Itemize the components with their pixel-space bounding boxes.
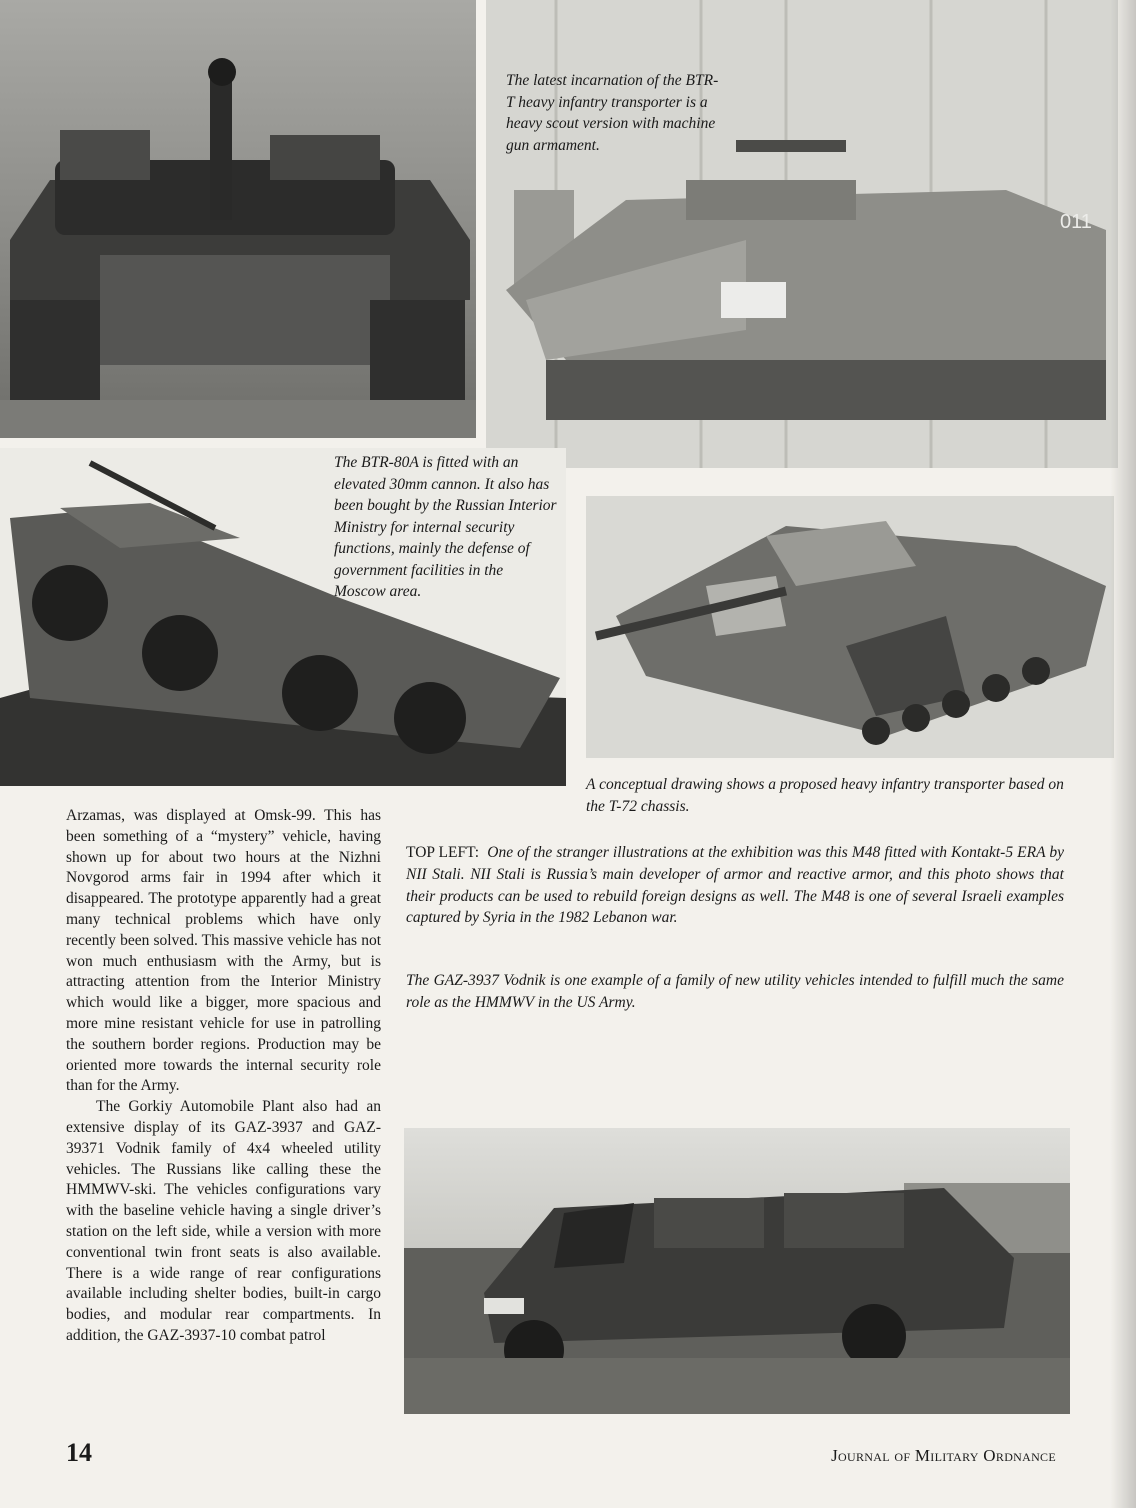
top-left-text: One of the stranger illustrations at the exhibition was this M48 fitted with Kontakt-5 ERA by NII Stali. NII Stali is Russia’s main developer of armor and reactive armor, and this photo shows that their products can be used to rebuild foreign designs as well. The M48 is one of several Israeli examples captured by Syria in the 1982 Lebanon war. [406, 844, 1064, 927]
body-paragraph-2: The Gorkiy Automobile Plant also had an extensive display of its GAZ-3937 and GAZ-39371 Vodnik family of 4x4 wheeled utility vehicles. The Russians like calling these the HMMWV-ski. The vehicles configurations vary with the baseline vehicle having a single driver’s station on the left side, while a version with more conventional twin front seats is also available. There is a wide range of rear configurations available including shelter bodies, built-in cargo bodies, and modular rear compartments. In addition, the GAZ-3937-10 combat patrol [66, 1098, 381, 1344]
body-paragraph-1: Arzamas, was displayed at Omsk-99. This has been something of a “mystery” vehicle, having shown up for about two hours at the Nizhni Novgorod arms fair in 1994 after which it disappeared. The prototype apparently had a great many technical problems which have only recently been solved. This massive vehicle has not won much enthusiasm with the Army, but is attracting attention from the Interior Ministry which would like a bigger, more spacious and more mine resistant vehicle for use in patrolling the southern border regions. Production may be oriented more towards the internal security role than for the Army. [66, 807, 381, 1095]
caption-gaz-3937: The GAZ-3937 Vodnik is one example of a family of new utility vehicles intended to fulfill much the same role as the HMMWV in the US Army. [406, 972, 1064, 1011]
page-number: 14 [66, 1438, 92, 1467]
photo-gaz-3937 [404, 1128, 1070, 1414]
photo-concept-t72 [586, 496, 1114, 758]
caption-concept: A conceptual drawing shows a proposed heavy infantry transporter based on the T-72 chassis. [586, 776, 1064, 815]
hull-number: 011 [1060, 211, 1092, 233]
caption-btr-t: The latest incarnation of the BTR-T heavy infantry transporter is a heavy scout version with machine gun armament. [506, 72, 719, 154]
caption-top-left [406, 842, 1064, 929]
caption-btr-80a: The BTR-80A is fitted with an elevated 30mm cannon. It also has been bought by the Russian Interior Ministry for internal security functions, mainly the defense of government facilities in the Moscow area. [334, 454, 557, 600]
journal-title: Journal of Military Ordnance [831, 1446, 1056, 1465]
page-edge-shadow [1110, 0, 1136, 1508]
photo-m48-era [0, 0, 476, 438]
article-body [66, 806, 381, 1347]
top-left-lead: TOP LEFT: [406, 844, 480, 861]
